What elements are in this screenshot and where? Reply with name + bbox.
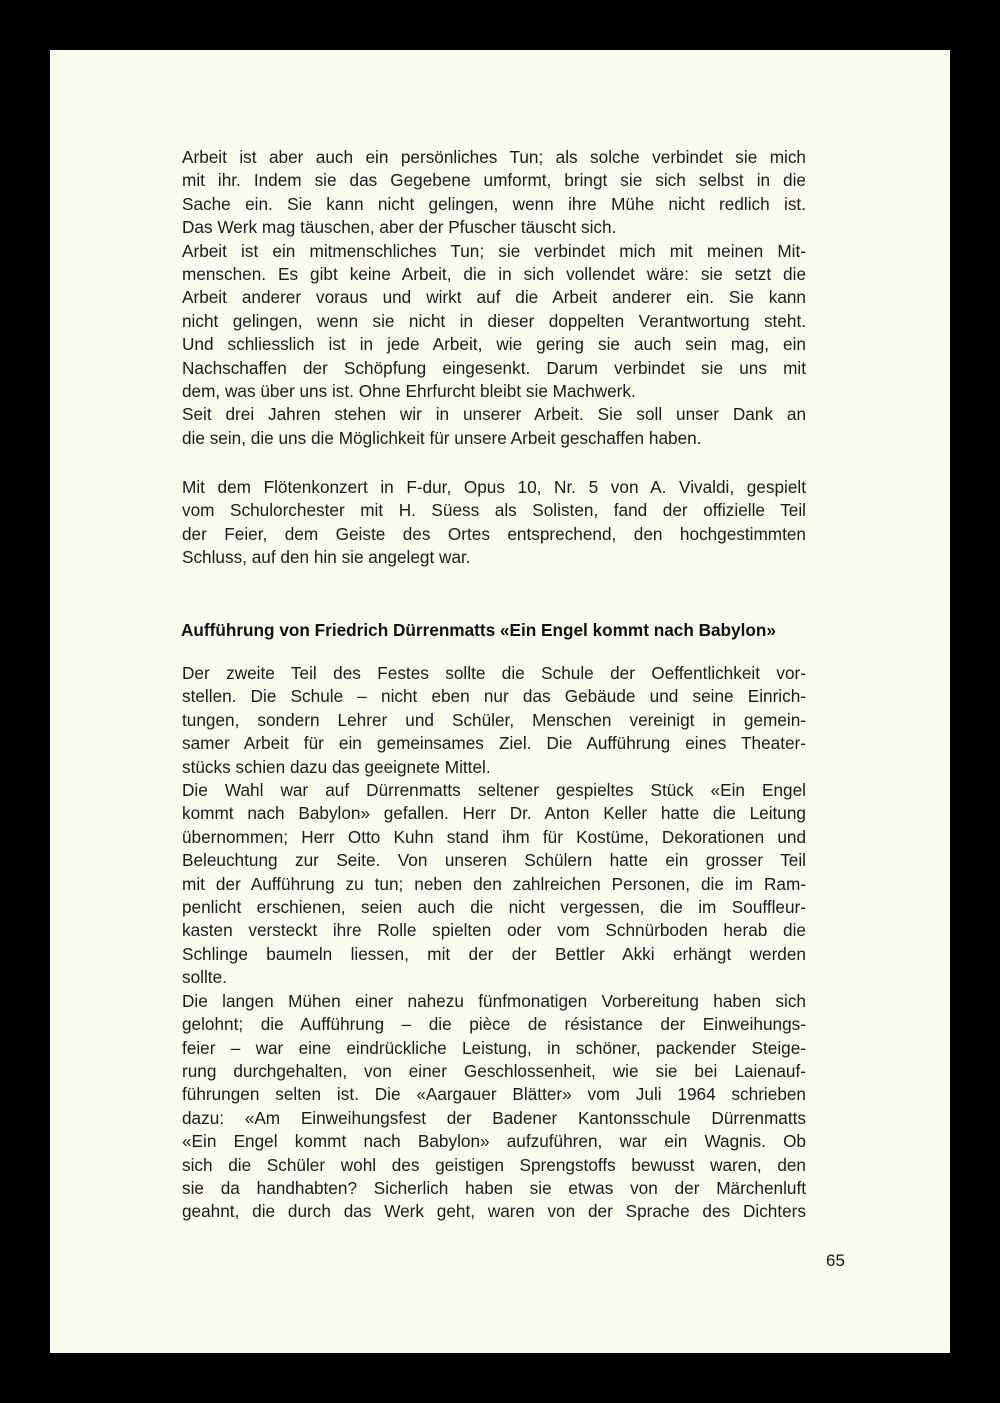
text-line: kommt nach Babylon» gefallen. Herr Dr. Anton Keller hatte die Leitung [182, 803, 806, 824]
text-line: führungen selten ist. Die «Aargauer Blätter» vom Juli 1964 schrieben [182, 1084, 806, 1105]
text-line: «Ein Engel kommt nach Babylon» aufzuführen, war ein Wagnis. Ob [182, 1131, 806, 1152]
text-line: stellen. Die Schule – nicht eben nur das Gebäude und seine Einrich- [182, 686, 806, 707]
paragraph-work-essay [182, 146, 806, 450]
text-line: der Feier, dem Geiste des Ortes entsprechend, den hochgestimmten [182, 523, 806, 544]
text-line: Arbeit ist ein mitmenschliches Tun; sie verbindet mich mit meinen Mit- [182, 240, 806, 261]
text-line: Beleuchtung zur Seite. Von unseren Schülern hatte ein grosser Teil [182, 850, 806, 871]
text-line: Die Wahl war auf Dürrenmatts seltener gespieltes Stück «Ein Engel [182, 780, 806, 801]
text-line: Das Werk mag täuschen, aber der Pfuscher täuscht sich. [182, 217, 617, 238]
text-line: menschen. Es gibt keine Arbeit, die in sich vollendet wäre: sie setzt die [182, 264, 806, 285]
text-line: übernommen; Herr Otto Kuhn stand ihm für Kostüme, Dekorationen und [182, 826, 806, 847]
paragraph-flute-concert [182, 476, 806, 570]
text-line: gelohnt; die Aufführung – die pièce de résistance der Einweihungs- [182, 1014, 806, 1035]
text-line: penlicht erschienen, seien auch die nicht vergessen, die im Souffleur- [182, 897, 806, 918]
text-line: geahnt, die durch das Werk geht, waren von der Sprache des Dichters [182, 1201, 806, 1222]
text-line: Sache ein. Sie kann nicht gelingen, wenn ihre Mühe nicht redlich ist. [182, 193, 806, 214]
text-line: Der zweite Teil des Festes sollte die Schule der Oeffentlichkeit vor- [182, 663, 806, 683]
text-line: nicht gelingen, wenn sie nicht in dieser doppelten Verantwortung steht. [182, 310, 806, 331]
text-line: vom Schulorchester mit H. Süess als Solisten, fand der offizielle Teil [182, 500, 806, 521]
section-heading: Aufführung von Friedrich Dürrenmatts «Ein Engel kommt nach Babylon» [181, 620, 776, 640]
text-line: Schluss, auf den hin sie angelegt war. [182, 547, 471, 568]
text-line: Die langen Mühen einer nahezu fünfmonatigen Vorbereitung haben sich [182, 990, 806, 1011]
text-line: sie da handhabten? Sicherlich haben sie etwas von der Märchenluft [182, 1177, 806, 1198]
document-page [50, 50, 950, 1353]
text-line: dazu: «Am Einweihungsfest der Badener Kantonsschule Dürrenmatts [182, 1107, 806, 1128]
text-line: stücks schien dazu das geeignete Mittel. [182, 756, 491, 777]
text-line: Nachschaffen der Schöpfung eingesenkt. Darum verbindet sie uns mit [182, 357, 806, 378]
text-line: Arbeit ist aber auch ein persönliches Tun; als solche verbindet sie mich [182, 147, 806, 167]
text-line: feier – war eine eindrückliche Leistung, in schöner, packender Steige- [182, 1037, 806, 1058]
text-line: mit der Aufführung zu tun; neben den zahlreichen Personen, die im Ram- [182, 873, 806, 894]
text-line: die sein, die uns die Möglichkeit für unsere Arbeit geschaffen haben. [182, 427, 702, 448]
text-line: Arbeit anderer voraus und wirkt auf die Arbeit anderer ein. Sie kann [182, 287, 806, 308]
text-line: samer Arbeit für ein gemeinsames Ziel. Die Aufführung eines Theater- [182, 733, 806, 754]
text-line: Mit dem Flötenkonzert in F-dur, Opus 10, Nr. 5 von A. Vivaldi, gespielt [182, 477, 806, 497]
text-line: dem, was über uns ist. Ohne Ehrfurcht bleibt sie Machwerk. [182, 381, 636, 402]
text-line: sich die Schüler wohl des geistigen Sprengstoffs bewusst waren, den [182, 1154, 806, 1175]
text-line: Seit drei Jahren stehen wir in unserer Arbeit. Sie soll unser Dank an [182, 404, 806, 425]
text-line: tungen, sondern Lehrer und Schüler, Menschen vereinigt in gemein- [182, 709, 806, 730]
text-line: Und schliesslich ist in jede Arbeit, wie gering sie auch sein mag, ein [182, 334, 806, 355]
text-line: kasten versteckt ihre Rolle spielten oder vom Schnürboden herab die [182, 920, 806, 941]
paragraph-theatre-performance [182, 662, 806, 1224]
text-line: rung durchgehalten, von einer Geschlossenheit, wie sie bei Laienauf- [182, 1060, 806, 1081]
text-line: sollte. [182, 967, 227, 988]
text-line: mit ihr. Indem sie das Gegebene umformt, bringt sie sich selbst in die [182, 170, 806, 191]
text-line: Schlinge baumeln liessen, mit der der Bettler Akki erhängt werden [182, 943, 806, 964]
page-number: 65 [826, 1251, 845, 1270]
